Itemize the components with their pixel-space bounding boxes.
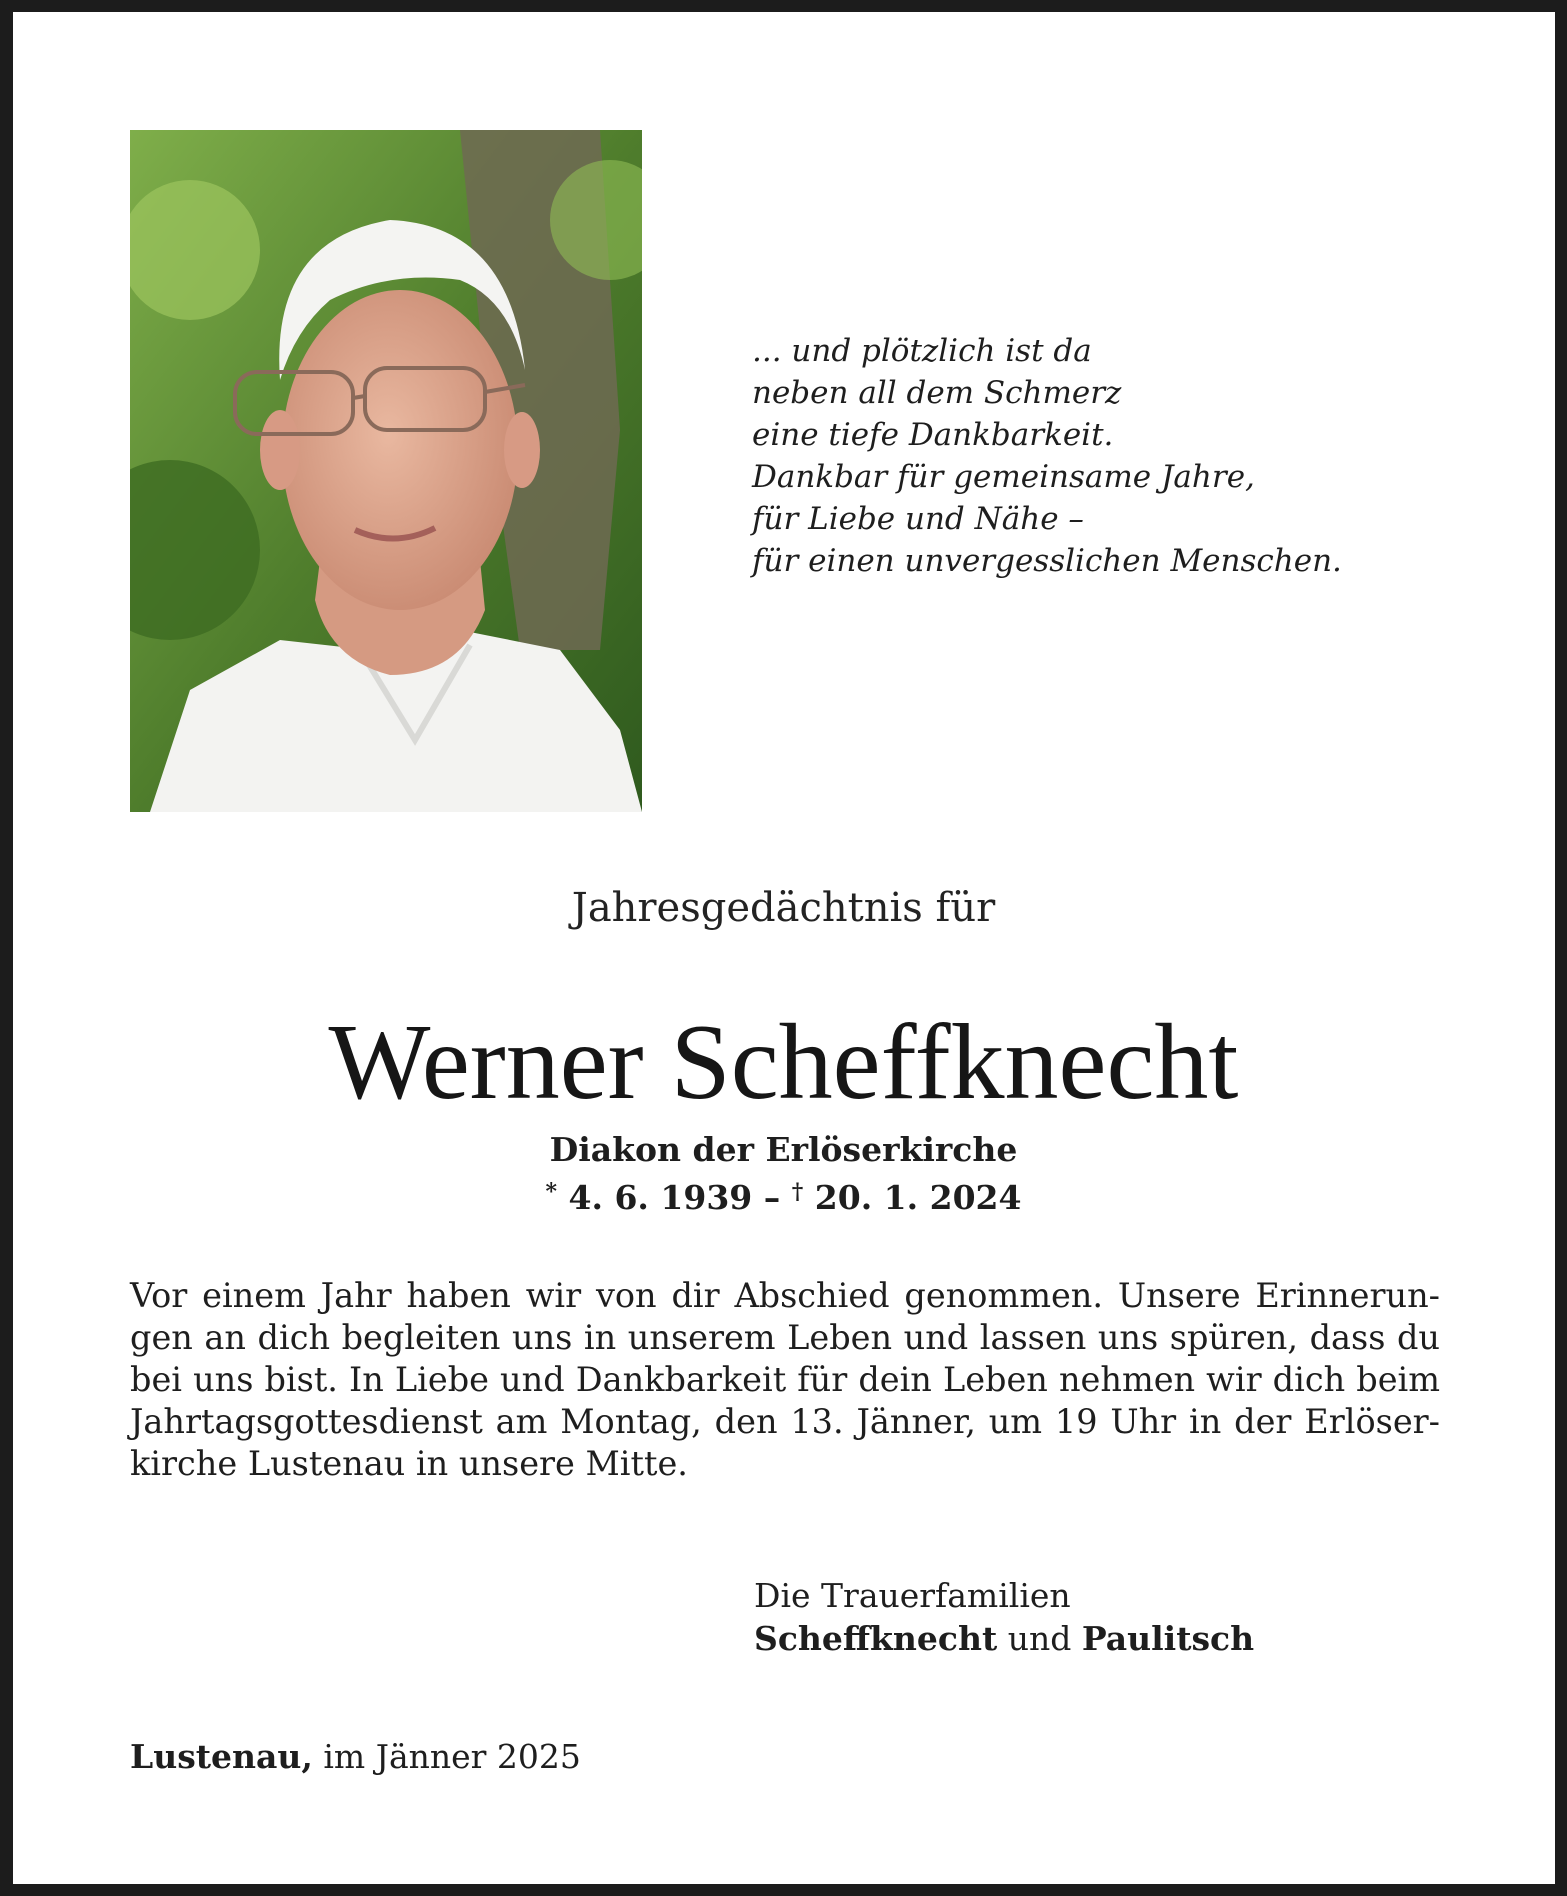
- birth-symbol: *: [545, 1179, 558, 1205]
- death-symbol: †: [791, 1179, 804, 1205]
- body-line: gen an dich begleiten uns in unserem Leben und lassen uns spüren, dass du: [130, 1318, 1440, 1357]
- families-intro: Die Trauerfamilien: [754, 1576, 1071, 1615]
- family-name-2: Paulitsch: [1081, 1619, 1255, 1658]
- poem-line: für einen unvergesslichen Menschen.: [752, 543, 1342, 579]
- portrait-image: [130, 130, 642, 812]
- death-date: 20. 1. 2024: [814, 1178, 1022, 1217]
- notice-date: im Jänner 2025: [323, 1737, 581, 1776]
- family-names: [754, 1617, 1254, 1660]
- mourning-families: [754, 1574, 1254, 1660]
- body-line: bei uns bist. In Liebe und Dankbarkeit für dein Leben nehmen wir dich beim: [130, 1360, 1440, 1399]
- deceased-name: Werner Scheffknecht: [328, 1003, 1239, 1122]
- deceased-role: Diakon der Erlöserkirche: [549, 1130, 1018, 1169]
- poem-line: neben all dem Schmerz: [752, 375, 1122, 411]
- poem-line: für Liebe und Nähe –: [752, 501, 1084, 537]
- memorial-subtitle: Jahresgedächtnis für: [571, 885, 996, 931]
- place-and-date: [130, 1737, 581, 1776]
- place-name: Lustenau,: [130, 1737, 313, 1776]
- poem-line: eine tiefe Dankbarkeit.: [752, 417, 1114, 453]
- poem-line: ... und plötzlich ist da: [752, 333, 1092, 369]
- family-name-1: Scheffknecht: [754, 1619, 998, 1658]
- life-dates: [0, 1178, 1567, 1217]
- body-line: Jahrtagsgottesdienst am Montag, den 13. Jänner, um 19 Uhr in der Erlöser-: [130, 1402, 1440, 1441]
- body-line: kirche Lustenau in unsere Mitte.: [130, 1444, 688, 1483]
- date-separator: –: [763, 1178, 781, 1217]
- family-connector: und: [1007, 1619, 1072, 1658]
- poem-line: Dankbar für gemeinsame Jahre,: [752, 459, 1255, 495]
- poem: [752, 330, 1342, 582]
- memorial-announcement: [130, 1275, 1440, 1485]
- portrait-photo: [130, 130, 642, 812]
- body-line: Vor einem Jahr haben wir von dir Abschied genommen. Unsere Erinnerun-: [130, 1276, 1440, 1315]
- birth-date: 4. 6. 1939: [568, 1178, 753, 1217]
